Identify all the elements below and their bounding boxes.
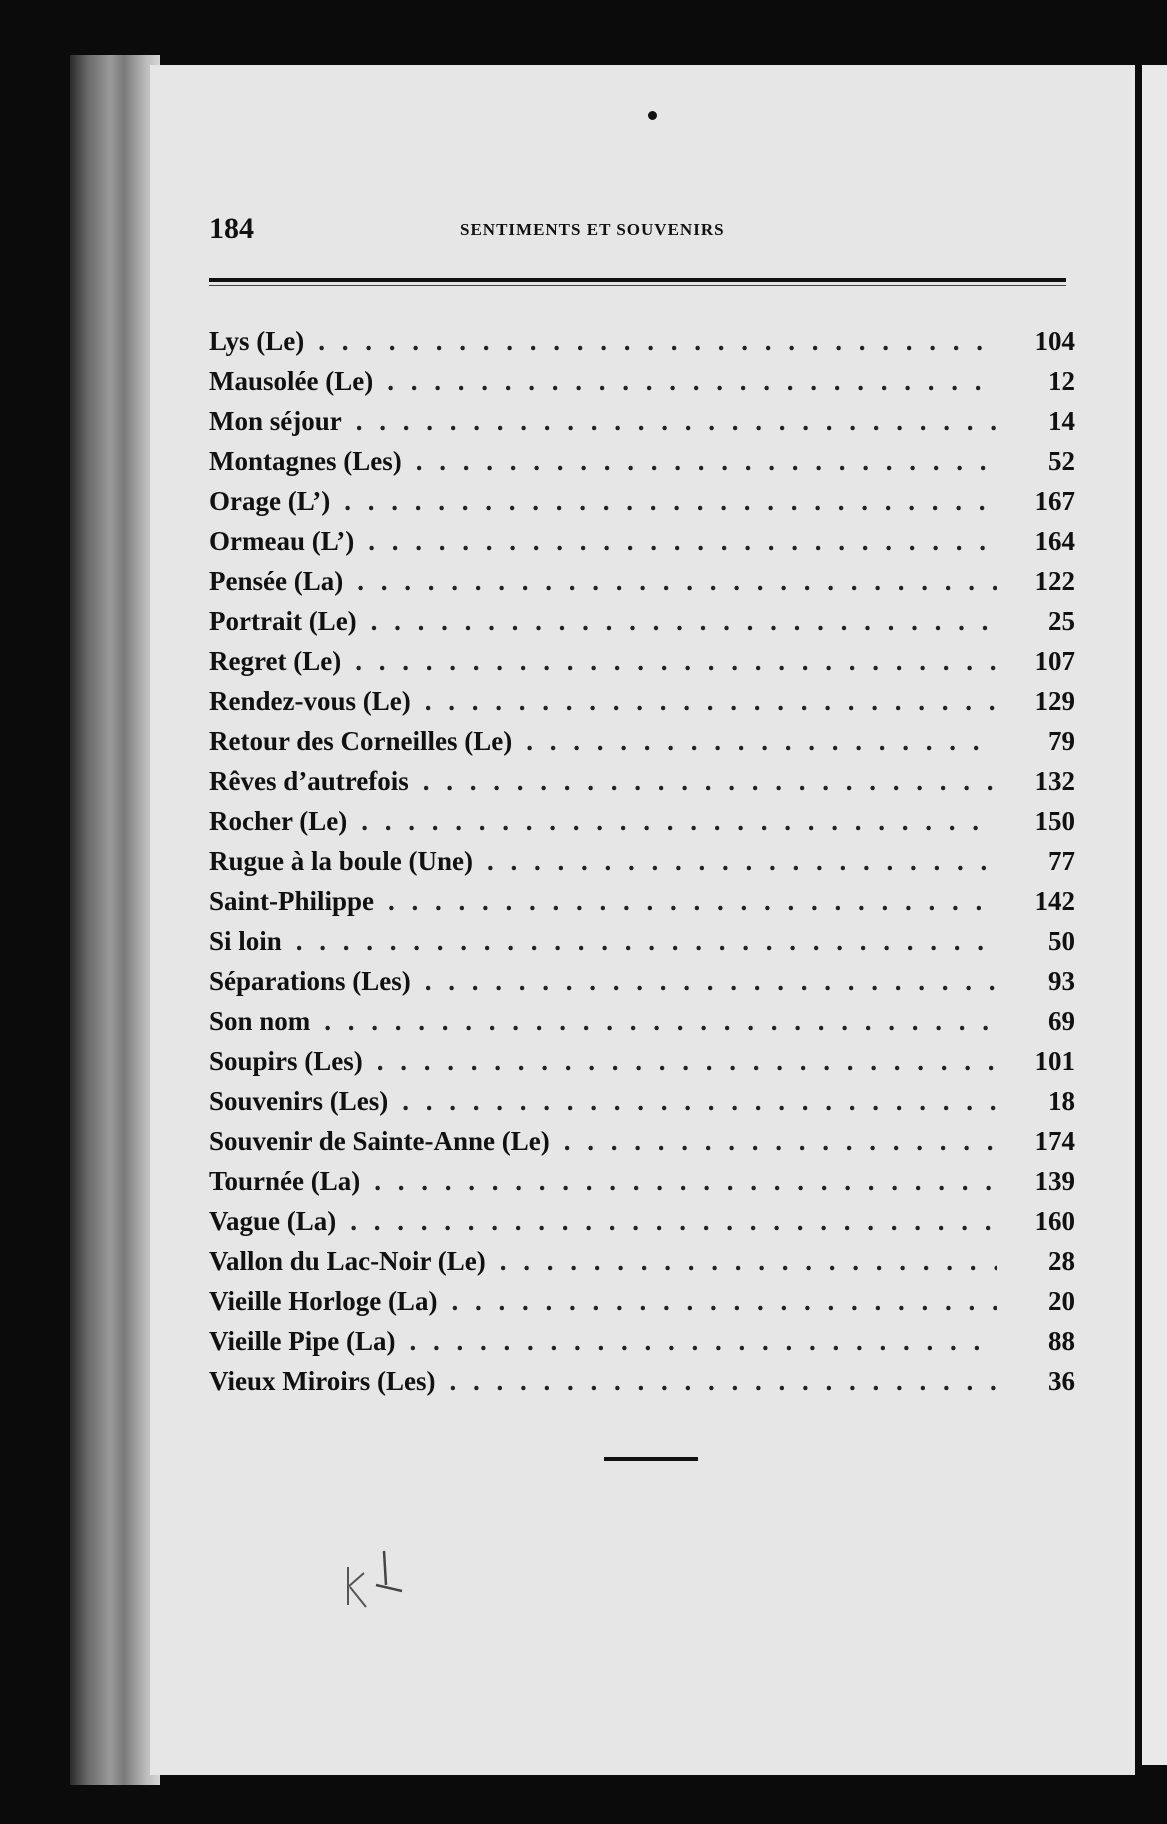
page-number: 184	[209, 212, 254, 245]
toc-entry-title: Ormeau (L’)	[209, 526, 355, 556]
toc-entry-title: Souvenirs (Les)	[209, 1086, 389, 1116]
toc-entry-page: 77	[1048, 846, 1075, 876]
dot-leader	[350, 1206, 997, 1237]
toc-entry-title: Retour des Corneilles (Le)	[209, 726, 513, 756]
dot-leader	[564, 1126, 997, 1157]
toc-entry-title: Rugue à la boule (Une)	[209, 846, 474, 876]
toc-entry-title: Lys (Le)	[209, 326, 305, 356]
toc-entry	[209, 846, 1075, 886]
toc-entry-title: Tournée (La)	[209, 1166, 361, 1196]
dot-leader	[355, 646, 997, 677]
toc-entry-title: Vieille Horloge (La)	[209, 1286, 438, 1316]
dot-leader	[402, 1086, 997, 1117]
toc-entry-title: Mon séjour	[209, 406, 342, 436]
toc-entry-page: 104	[1034, 326, 1075, 356]
toc-entry	[209, 446, 1075, 486]
toc-entry-title: Si loin	[209, 926, 282, 956]
toc-entry-title: Vallon du Lac-Noir (Le)	[209, 1246, 486, 1276]
toc-entry-page: 18	[1048, 1086, 1075, 1116]
dot-leader	[371, 606, 997, 637]
toc-entry-page: 142	[1034, 886, 1075, 916]
dot-leader	[425, 966, 997, 997]
toc-entry	[209, 406, 1075, 446]
toc-entry	[209, 326, 1075, 366]
dot-leader	[416, 446, 997, 477]
toc-entry	[209, 926, 1075, 966]
toc-entry	[209, 766, 1075, 806]
toc-entry-page: 129	[1034, 686, 1075, 716]
toc-entry-title: Soupirs (Les)	[209, 1046, 363, 1076]
toc-entry-page: 139	[1034, 1166, 1075, 1196]
toc-entry-title: Pensée (La)	[209, 566, 344, 596]
dot-leader	[318, 326, 997, 357]
toc-entry	[209, 1366, 1075, 1406]
ink-dot	[648, 111, 657, 120]
toc-entry-page: 69	[1048, 1006, 1075, 1036]
dot-leader	[449, 1366, 997, 1397]
dot-leader	[423, 766, 997, 797]
toc-entry-page: 79	[1048, 726, 1075, 756]
toc-entry-page: 122	[1034, 566, 1075, 596]
toc-entry	[209, 606, 1075, 646]
toc-entry-title: Rendez-vous (Le)	[209, 686, 411, 716]
toc-entry-page: 25	[1048, 606, 1075, 636]
toc-entry	[209, 686, 1075, 726]
toc-entry-title: Regret (Le)	[209, 646, 342, 676]
dot-leader	[377, 1046, 997, 1077]
dot-leader	[324, 1006, 997, 1037]
toc-entry	[209, 366, 1075, 406]
toc-entry-page: 14	[1048, 406, 1075, 436]
toc-entry	[209, 1046, 1075, 1086]
toc-entry	[209, 486, 1075, 526]
toc-entry	[209, 1126, 1075, 1166]
toc-entry-page: 50	[1048, 926, 1075, 956]
toc-entry-page: 164	[1034, 526, 1075, 556]
toc-entry-title: Souvenir de Sainte-Anne (Le)	[209, 1126, 550, 1156]
header-rule	[209, 278, 1066, 282]
toc-entry-page: 20	[1048, 1286, 1075, 1316]
dot-leader	[451, 1286, 997, 1317]
toc-entry	[209, 1166, 1075, 1206]
dot-leader	[388, 886, 997, 917]
running-title: SENTIMENTS ET SOUVENIRS	[460, 220, 725, 239]
toc-entry-page: 28	[1048, 1246, 1075, 1276]
toc-entry	[209, 566, 1075, 606]
toc-entry-title: Orage (L’)	[209, 486, 331, 516]
toc-entry-page: 174	[1034, 1126, 1075, 1156]
dot-leader	[357, 566, 997, 597]
toc-entry	[209, 1006, 1075, 1046]
toc-entry-title: Mausolée (Le)	[209, 366, 374, 396]
toc-entry	[209, 886, 1075, 926]
toc-entry-page: 167	[1034, 486, 1075, 516]
toc-entry-title: Montagnes (Les)	[209, 446, 402, 476]
dot-leader	[409, 1326, 997, 1357]
toc-entry-page: 150	[1034, 806, 1075, 836]
toc-entry	[209, 1246, 1075, 1286]
table-of-contents	[209, 326, 1075, 1406]
toc-entry	[209, 526, 1075, 566]
toc-entry-title: Rêves d’autrefois	[209, 766, 409, 796]
dot-leader	[361, 806, 997, 837]
toc-entry-title: Vague (La)	[209, 1206, 337, 1236]
dot-leader	[500, 1246, 997, 1277]
toc-entry-title: Vieille Pipe (La)	[209, 1326, 396, 1356]
toc-entry-page: 93	[1048, 966, 1075, 996]
toc-entry	[209, 806, 1075, 846]
dot-leader	[368, 526, 997, 557]
toc-entry	[209, 1086, 1075, 1126]
book-spine	[70, 55, 160, 1785]
end-rule	[604, 1457, 698, 1461]
toc-entry	[209, 646, 1075, 686]
toc-entry	[209, 1326, 1075, 1366]
dot-leader	[487, 846, 997, 877]
toc-entry-title: Portrait (Le)	[209, 606, 357, 636]
toc-entry-page: 101	[1034, 1046, 1075, 1076]
toc-entry	[209, 1286, 1075, 1326]
facing-page-edge	[1142, 65, 1167, 1765]
toc-entry	[209, 1206, 1075, 1246]
handwritten-mark	[340, 1545, 430, 1615]
dot-leader	[387, 366, 997, 397]
toc-entry-page: 160	[1034, 1206, 1075, 1236]
toc-entry-title: Vieux Miroirs (Les)	[209, 1366, 436, 1396]
toc-entry	[209, 726, 1075, 766]
toc-entry-page: 36	[1048, 1366, 1075, 1396]
toc-entry-title: Séparations (Les)	[209, 966, 411, 996]
toc-entry-page: 12	[1048, 366, 1075, 396]
dot-leader	[425, 686, 997, 717]
dot-leader	[296, 926, 997, 957]
toc-entry-title: Saint-Philippe	[209, 886, 375, 916]
header-rule-thin	[209, 285, 1066, 286]
dot-leader	[526, 726, 997, 757]
toc-entry-page: 107	[1034, 646, 1075, 676]
dot-leader	[374, 1166, 997, 1197]
toc-entry-page: 132	[1034, 766, 1075, 796]
toc-entry-title: Son nom	[209, 1006, 311, 1036]
dot-leader	[344, 486, 997, 517]
toc-entry-page: 52	[1048, 446, 1075, 476]
toc-entry-page: 88	[1048, 1326, 1075, 1356]
toc-entry-title: Rocher (Le)	[209, 806, 348, 836]
toc-entry	[209, 966, 1075, 1006]
dot-leader	[356, 406, 997, 437]
